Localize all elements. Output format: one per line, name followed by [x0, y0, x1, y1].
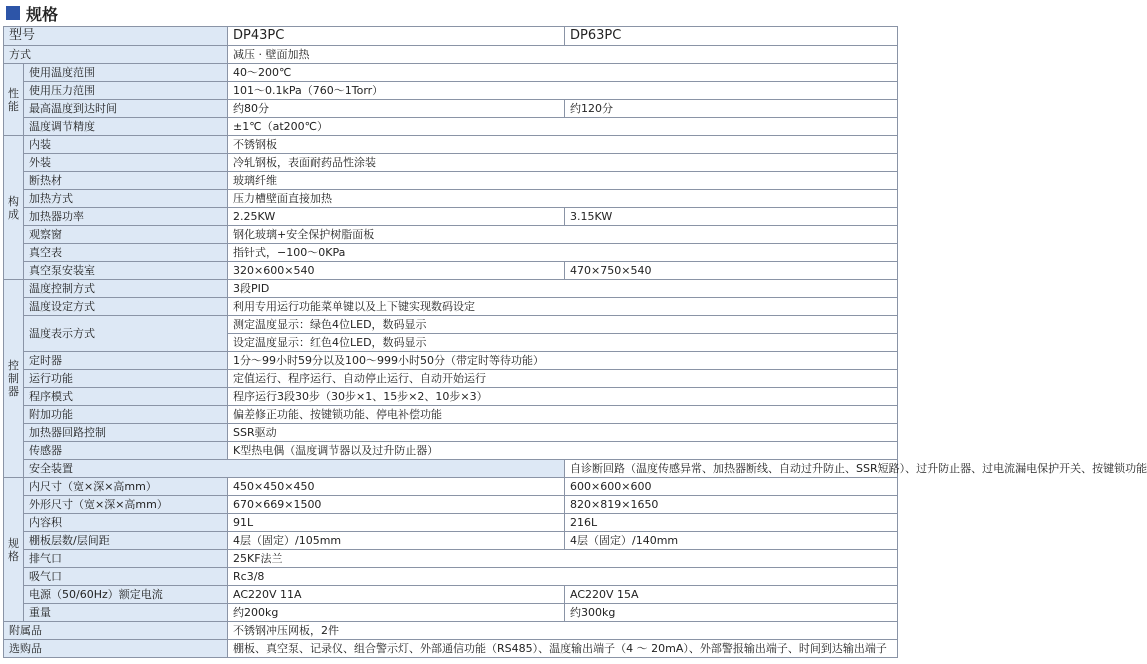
table-row — [4, 172, 898, 190]
row-label: 附属品 — [4, 622, 228, 640]
row-value: 减压 · 壁面加热 — [228, 46, 898, 64]
row-value-1: 320×600×540 — [228, 262, 565, 280]
table-row — [4, 406, 898, 424]
table-row — [4, 82, 898, 100]
section-square-icon — [6, 6, 20, 20]
row-value: 25KF法兰 — [228, 550, 898, 568]
table-row — [4, 280, 898, 298]
row-label: 外形尺寸（宽×深×高mm） — [24, 496, 228, 514]
row-value: 101～0.1kPa（760～1Torr） — [228, 82, 898, 100]
row-value-line: 测定温度显示：绿色4位LED，数码显示 — [233, 318, 427, 331]
table-row — [4, 622, 898, 640]
row-value-2: AC220V 15A — [565, 586, 898, 604]
row-value-2: 3.15KW — [565, 208, 898, 226]
table-row — [4, 496, 898, 514]
row-label: 电源（50/60Hz）额定电流 — [24, 586, 228, 604]
row-label: 加热器回路控制 — [24, 424, 228, 442]
row-label: 断热材 — [24, 172, 228, 190]
row-label: 使用压力范围 — [24, 82, 228, 100]
category-spec: 规格 — [4, 478, 24, 622]
row-value: 1分～99小时59分以及100～999小时50分（带定时等待功能） — [228, 352, 898, 370]
row-value-1: AC220V 11A — [228, 586, 565, 604]
table-row — [4, 244, 898, 262]
row-value-2: 216L — [565, 514, 898, 532]
table-row — [4, 388, 898, 406]
row-label: 运行功能 — [24, 370, 228, 388]
row-label: 方式 — [4, 46, 228, 64]
row-value: Rc3/8 — [228, 568, 898, 586]
row-value: 定值运行、程序运行、自动停止运行、自动开始运行 — [228, 370, 898, 388]
row-label: 观察窗 — [24, 226, 228, 244]
table-row — [4, 442, 898, 460]
table-row — [4, 532, 898, 550]
row-label: 真空泵安装室 — [24, 262, 228, 280]
row-value: 自诊断回路（温度传感异常、加热器断线、自动过升防止、SSR短路）、过升防止器、过电流漏电保护开关、按键锁功能 — [565, 460, 898, 478]
table-row — [4, 352, 898, 370]
row-value: 偏差修正功能、按键锁功能、停电补偿功能 — [228, 406, 898, 424]
table-row — [4, 100, 898, 118]
row-value: 棚板、真空泵、记录仪、组合警示灯、外部通信功能（RS485）、温度输出端子（4 ～ 20mA）、外部警报输出端子、时间到达输出端子 — [228, 640, 898, 658]
row-value-line: 设定温度显示：红色4位LED，数码显示 — [228, 333, 897, 351]
row-value-2: 4层（固定）/140mm — [565, 532, 898, 550]
row-label: 温度设定方式 — [24, 298, 228, 316]
row-label: 外装 — [24, 154, 228, 172]
table-row — [4, 226, 898, 244]
row-label: 吸气口 — [24, 568, 228, 586]
row-label: 温度调节精度 — [24, 118, 228, 136]
table-row — [4, 316, 898, 352]
row-value: 指针式，−100～0KPa — [228, 244, 898, 262]
category-ctrl: 控制器 — [4, 280, 24, 478]
table-row — [4, 262, 898, 280]
table-row — [4, 190, 898, 208]
table-row — [4, 460, 898, 478]
table-row — [4, 136, 898, 154]
row-value-1: 91L — [228, 514, 565, 532]
table-row — [4, 478, 898, 496]
row-value: 钢化玻璃+安全保护树脂面板 — [228, 226, 898, 244]
table-row — [4, 568, 898, 586]
row-label: 真空表 — [24, 244, 228, 262]
section-title-text: 规格 — [26, 4, 59, 24]
row-label: 温度表示方式 — [24, 316, 228, 352]
row-label: 传感器 — [24, 442, 228, 460]
row-value: 玻璃纤维 — [228, 172, 898, 190]
row-value: ±1℃（at200℃） — [228, 118, 898, 136]
table-row — [4, 46, 898, 64]
row-value-1: 4层（固定）/105mm — [228, 532, 565, 550]
row-label: 加热方式 — [24, 190, 228, 208]
row-label: 程序模式 — [24, 388, 228, 406]
row-label: 附加功能 — [24, 406, 228, 424]
table-row — [4, 64, 898, 82]
header-model-2: DP63PC — [565, 27, 898, 46]
header-row — [4, 27, 898, 46]
row-label: 温度控制方式 — [24, 280, 228, 298]
row-value-2: 600×600×600 — [565, 478, 898, 496]
row-value-2: 约300kg — [565, 604, 898, 622]
table-row — [4, 424, 898, 442]
row-value-2: 470×750×540 — [565, 262, 898, 280]
row-value: K型热电偶（温度调节器以及过升防止器） — [228, 442, 898, 460]
row-label: 排气口 — [24, 550, 228, 568]
row-value: 冷轧钢板，表面耐药品性涂装 — [228, 154, 898, 172]
row-value: 40～200℃ — [228, 64, 898, 82]
row-label: 内容积 — [24, 514, 228, 532]
table-row — [4, 208, 898, 226]
row-label: 安全装置 — [24, 460, 565, 478]
row-value: 不锈钢冲压网板，2件 — [228, 622, 898, 640]
row-value-1: 2.25KW — [228, 208, 565, 226]
header-model-1: DP43PC — [228, 27, 565, 46]
row-value-1: 约200kg — [228, 604, 565, 622]
row-value-2: 约120分 — [565, 100, 898, 118]
row-value-multiline — [228, 316, 898, 352]
section-title — [0, 0, 900, 26]
row-label: 内尺寸（宽×深×高mm） — [24, 478, 228, 496]
row-value-1: 450×450×450 — [228, 478, 565, 496]
row-label: 棚板层数/层间距 — [24, 532, 228, 550]
row-label: 加热器功率 — [24, 208, 228, 226]
category-perf: 性能 — [4, 64, 24, 136]
table-row — [4, 298, 898, 316]
row-value: SSR驱动 — [228, 424, 898, 442]
header-label: 型号 — [4, 27, 228, 46]
table-row — [4, 370, 898, 388]
spec-table — [3, 26, 1147, 658]
row-label: 定时器 — [24, 352, 228, 370]
table-row — [4, 586, 898, 604]
table-row — [4, 640, 898, 658]
row-label: 选购品 — [4, 640, 228, 658]
category-struct: 构成 — [4, 136, 24, 280]
table-row — [4, 514, 898, 532]
row-value-1: 670×669×1500 — [228, 496, 565, 514]
row-label: 重量 — [24, 604, 228, 622]
row-value: 不锈钢板 — [228, 136, 898, 154]
table-row — [4, 154, 898, 172]
table-row — [4, 550, 898, 568]
table-row — [4, 604, 898, 622]
row-value: 3段PID — [228, 280, 898, 298]
row-value: 压力槽壁面直接加热 — [228, 190, 898, 208]
row-value-2: 820×819×1650 — [565, 496, 898, 514]
row-label: 使用温度范围 — [24, 64, 228, 82]
row-label: 最高温度到达时间 — [24, 100, 228, 118]
table-row — [4, 118, 898, 136]
row-value: 利用专用运行功能菜单键以及上下键实现数码设定 — [228, 298, 898, 316]
row-value: 程序运行3段30步（30步×1、15步×2、10步×3） — [228, 388, 898, 406]
row-value-1: 约80分 — [228, 100, 565, 118]
row-label: 内装 — [24, 136, 228, 154]
